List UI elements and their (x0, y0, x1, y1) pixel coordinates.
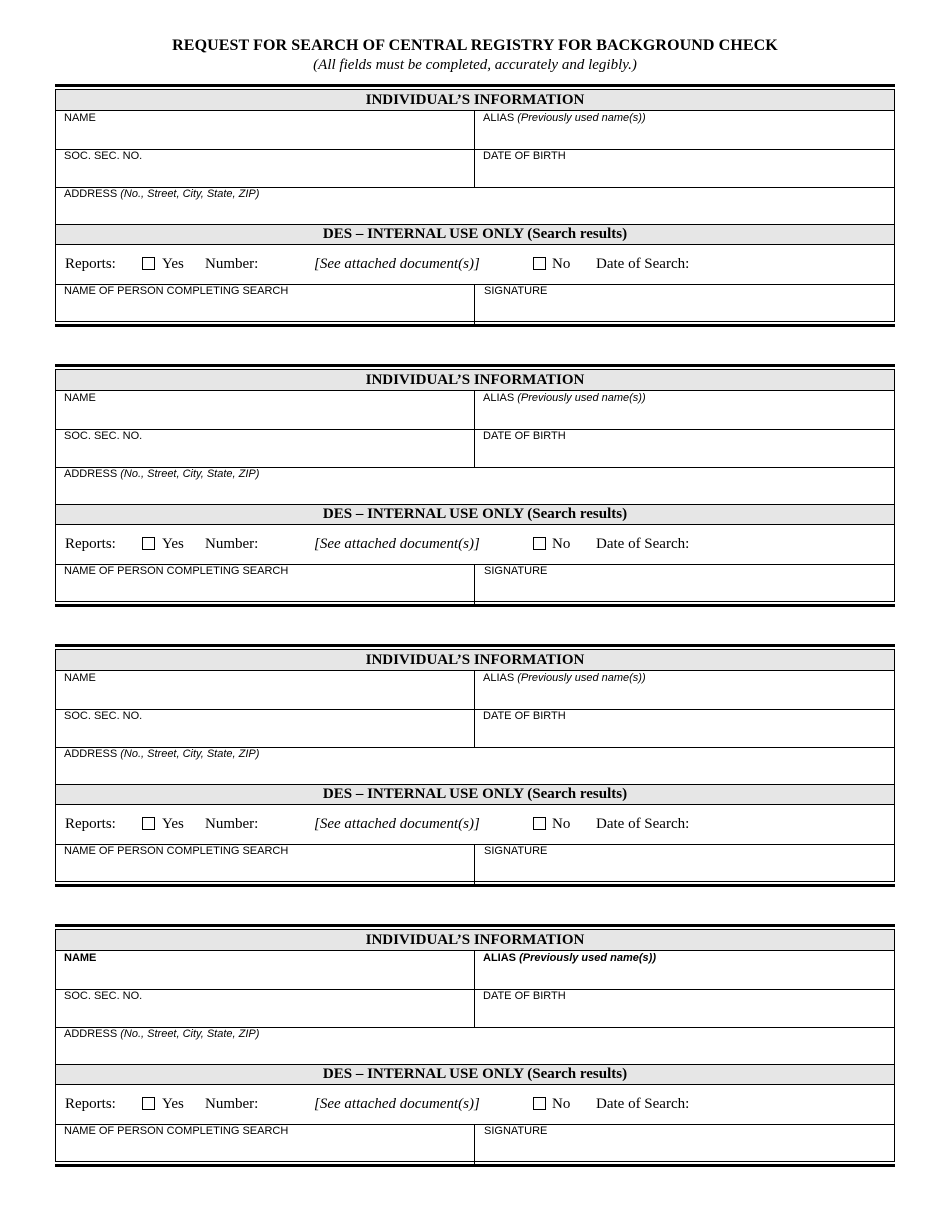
signature-label: SIGNATURE (484, 565, 548, 577)
individual-info-header: INDIVIDUAL’S INFORMATION (56, 90, 894, 111)
request-block-3 (55, 644, 895, 887)
no-label: No (552, 256, 571, 272)
address-label: ADDRESS (64, 468, 118, 480)
alias-field[interactable] (483, 392, 646, 404)
address-note: (No., Street, City, State, ZIP) (120, 748, 260, 760)
address-field[interactable] (64, 748, 259, 760)
column-divider (474, 390, 475, 467)
no-label: No (552, 536, 571, 552)
alias-note: (Previously used name(s)) (517, 112, 646, 124)
signature-field[interactable] (484, 285, 547, 297)
des-internal-header: DES – INTERNAL USE ONLY (Search results) (56, 224, 894, 245)
completer-label: NAME OF PERSON COMPLETING SEARCH (64, 565, 289, 577)
divider (56, 429, 894, 430)
alias-field[interactable] (483, 952, 656, 964)
completer-label: NAME OF PERSON COMPLETING SEARCH (64, 1125, 289, 1137)
address-field[interactable] (64, 188, 259, 200)
signature-field[interactable] (484, 1125, 547, 1137)
alias-field[interactable] (483, 112, 646, 124)
dob-label: DATE OF BIRTH (483, 150, 566, 162)
ssn-label: SOC. SEC. NO. (64, 710, 143, 722)
yes-label: Yes (162, 536, 184, 552)
dob-field[interactable] (483, 150, 566, 162)
ssn-field[interactable] (64, 150, 142, 162)
see-attached-text: [See attached document(s)] (314, 1096, 480, 1112)
address-field[interactable] (64, 1028, 259, 1040)
column-divider (474, 950, 475, 1027)
ssn-field[interactable] (64, 710, 142, 722)
des-internal-header: DES – INTERNAL USE ONLY (Search results) (56, 1064, 894, 1085)
signature-field[interactable] (484, 845, 547, 857)
see-attached-text: [See attached document(s)] (314, 536, 480, 552)
des-internal-header: DES – INTERNAL USE ONLY (Search results) (56, 504, 894, 525)
address-note: (No., Street, City, State, ZIP) (120, 1028, 260, 1040)
column-divider (474, 1124, 475, 1167)
request-block-2 (55, 364, 895, 607)
no-label: No (552, 1096, 571, 1112)
alias-label: ALIAS (483, 672, 515, 684)
alias-label: ALIAS (483, 392, 515, 404)
reports-yes-checkbox[interactable] (142, 257, 155, 270)
alias-label: ALIAS (483, 112, 515, 124)
date-of-search-label: Date of Search: (596, 256, 690, 272)
reports-no-checkbox[interactable] (533, 1097, 546, 1110)
completer-name-field[interactable] (64, 845, 288, 857)
no-label: No (552, 816, 571, 832)
date-of-search-label: Date of Search: (596, 1096, 690, 1112)
reports-no-checkbox[interactable] (533, 817, 546, 830)
name-label: NAME (64, 952, 97, 964)
dob-label: DATE OF BIRTH (483, 710, 566, 722)
number-label: Number: (205, 256, 259, 272)
name-field[interactable] (64, 112, 96, 124)
name-field[interactable] (64, 952, 96, 964)
address-note: (No., Street, City, State, ZIP) (120, 188, 260, 200)
name-label: NAME (64, 672, 96, 684)
completer-name-field[interactable] (64, 1125, 288, 1137)
name-label: NAME (64, 112, 96, 124)
ssn-field[interactable] (64, 430, 142, 442)
request-block-frame (55, 89, 895, 322)
number-label: Number: (205, 536, 259, 552)
column-divider (474, 670, 475, 747)
dob-field[interactable] (483, 710, 566, 722)
see-attached-text: [See attached document(s)] (314, 256, 480, 272)
name-field[interactable] (64, 392, 96, 404)
reports-label: Reports: (65, 256, 116, 272)
dob-label: DATE OF BIRTH (483, 430, 566, 442)
address-field[interactable] (64, 468, 259, 480)
signature-label: SIGNATURE (484, 1125, 548, 1137)
individual-info-header: INDIVIDUAL’S INFORMATION (56, 650, 894, 671)
request-block-1 (55, 84, 895, 327)
dob-label: DATE OF BIRTH (483, 990, 566, 1002)
completer-label: NAME OF PERSON COMPLETING SEARCH (64, 285, 289, 297)
reports-label: Reports: (65, 1096, 116, 1112)
number-label: Number: (205, 816, 259, 832)
form-title: REQUEST FOR SEARCH OF CENTRAL REGISTRY FOR BACKGROUND CHECK (172, 37, 778, 54)
alias-note: (Previously used name(s)) (517, 672, 646, 684)
ssn-field[interactable] (64, 990, 142, 1002)
ssn-label: SOC. SEC. NO. (64, 990, 143, 1002)
reports-yes-checkbox[interactable] (142, 817, 155, 830)
name-field[interactable] (64, 672, 96, 684)
column-divider (474, 844, 475, 887)
reports-yes-checkbox[interactable] (142, 537, 155, 550)
completer-name-field[interactable] (64, 565, 288, 577)
individual-info-header: INDIVIDUAL’S INFORMATION (56, 370, 894, 391)
ssn-label: SOC. SEC. NO. (64, 430, 143, 442)
alias-label: ALIAS (483, 952, 516, 964)
request-block-frame (55, 649, 895, 882)
reports-no-checkbox[interactable] (533, 257, 546, 270)
form-subtitle: (All fields must be completed, accurately and legibly.) (313, 57, 637, 73)
request-block-4 (55, 924, 895, 1167)
column-divider (474, 110, 475, 187)
divider (56, 709, 894, 710)
yes-label: Yes (162, 1096, 184, 1112)
dob-field[interactable] (483, 990, 566, 1002)
date-of-search-label: Date of Search: (596, 816, 690, 832)
request-block-frame (55, 369, 895, 602)
column-divider (474, 564, 475, 607)
reports-no-checkbox[interactable] (533, 537, 546, 550)
completer-name-field[interactable] (64, 285, 288, 297)
address-label: ADDRESS (64, 188, 118, 200)
see-attached-text: [See attached document(s)] (314, 816, 480, 832)
yes-label: Yes (162, 816, 184, 832)
reports-label: Reports: (65, 536, 116, 552)
divider (56, 989, 894, 990)
des-internal-header: DES – INTERNAL USE ONLY (Search results) (56, 784, 894, 805)
reports-label: Reports: (65, 816, 116, 832)
ssn-label: SOC. SEC. NO. (64, 150, 143, 162)
yes-label: Yes (162, 256, 184, 272)
signature-field[interactable] (484, 565, 547, 577)
address-label: ADDRESS (64, 1028, 118, 1040)
completer-label: NAME OF PERSON COMPLETING SEARCH (64, 845, 289, 857)
reports-yes-checkbox[interactable] (142, 1097, 155, 1110)
request-block-frame (55, 929, 895, 1162)
date-of-search-label: Date of Search: (596, 536, 690, 552)
name-label: NAME (64, 392, 96, 404)
address-note: (No., Street, City, State, ZIP) (120, 468, 260, 480)
dob-field[interactable] (483, 430, 566, 442)
alias-field[interactable] (483, 672, 646, 684)
signature-label: SIGNATURE (484, 285, 548, 297)
alias-note: (Previously used name(s)) (519, 952, 656, 964)
signature-label: SIGNATURE (484, 845, 548, 857)
alias-note: (Previously used name(s)) (517, 392, 646, 404)
address-label: ADDRESS (64, 748, 118, 760)
number-label: Number: (205, 1096, 259, 1112)
divider (56, 149, 894, 150)
column-divider (474, 284, 475, 327)
individual-info-header: INDIVIDUAL’S INFORMATION (56, 930, 894, 951)
